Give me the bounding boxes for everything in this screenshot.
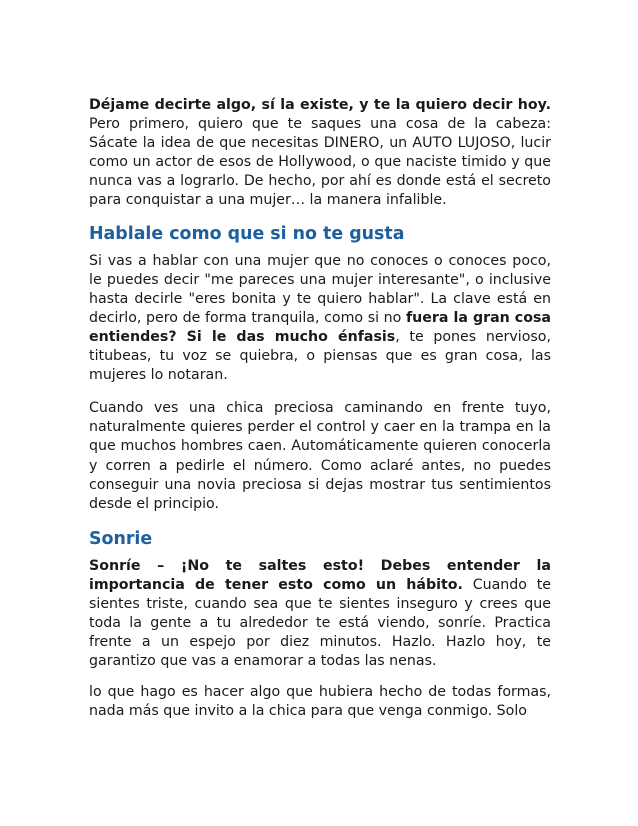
- paragraph-hablale-bold: fuera la gran cosa entiendes? Si le das mucho énfasis: [89, 309, 551, 345]
- paragraph-invito: lo que hago es hacer algo que hubiera hecho de todas formas, nada más que invito a la chica para que venga conmigo. Solo: [89, 684, 551, 720]
- document-page: [89, 96, 551, 733]
- paragraph-sonrie-bold: Sonríe – ¡No te saltes esto! Debes entender la importancia de tener esto como un hábito.: [89, 557, 551, 593]
- paragraph-sonrie: [89, 557, 551, 672]
- heading-hablale: Hablale como que si no te gusta: [89, 223, 405, 244]
- paragraph-hablale: [89, 252, 551, 386]
- paragraph-sonrie-text: Cuando te sientes triste, cuando sea que te sientes inseguro y crees que toda la gente a tu alrededor te está viendo, sonríe. Practica frente a un espejo por diez minutos. Hazlo. Hazlo hoy, te garantizo que vas a enamorar a todas las nenas.: [89, 576, 551, 670]
- paragraph-hablale-text-before: Si vas a hablar con una mujer que no conoces o conoces poco, le puedes decir "me pareces una mujer interesante", o inclusive hasta decirle "eres bonita y te quiero hablar". La clave está en decirlo, pero de forma tranquila, como si no: [89, 252, 551, 326]
- paragraph-intro-text: Pero primero, quiero que te saques una cosa de la cabeza: Sácate la idea de que necesitas DINERO, un AUTO LUJOSO, lucir como un actor de esos de Hollywood, o que naciste timido y que nunca vas a lograrlo. De hecho, por ahí es donde está el secreto para conquistar a una mujer… la manera infalible.: [89, 116, 551, 209]
- paragraph-intro: [89, 96, 551, 211]
- heading-sonrie: Sonrie: [89, 528, 153, 549]
- paragraph-intro-bold: Déjame decirte algo, sí la existe, y te la quiero decir hoy.: [89, 97, 551, 113]
- paragraph-chica-preciosa: Cuando ves una chica preciosa caminando en frente tuyo, naturalmente quieres perder el control y caer en la trampa en la que muchos hombres caen. Automáticamente quieren conocerla y corren a pedirle el número. Como aclaré antes, no puedes conseguir una novia preciosa si dejas mostrar tus sentimientos desde el principio.: [89, 400, 551, 512]
- paragraph-hablale-text-after: , te pones nervioso, titubeas, tu voz se quiebra, o piensas que es gran cosa, las mujeres lo notaran.: [89, 328, 551, 384]
